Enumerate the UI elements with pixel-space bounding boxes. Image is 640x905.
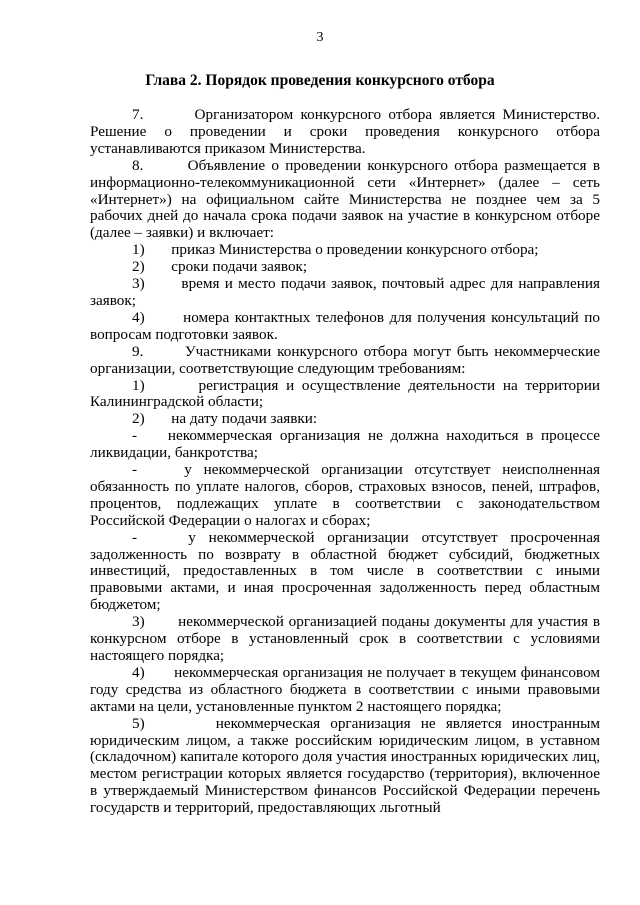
list-item-8-1: 1) приказ Министерства о проведении конкурсного отбора;	[132, 241, 539, 259]
paragraph-8: 8. Объявление о проведении конкурсного отбора размещается в информационно-телекоммуникационной сети «Интернет» (далее – сеть «Интернет») на официальном сайте Министерства не позднее чем за 5 рабочих дней до начала срока подачи заявок на участие в конкурсном отборе (далее – заявки) и включает:	[90, 156, 600, 242]
list-item-9-2: 2) на дату подачи заявки:	[132, 410, 318, 428]
list-item-8-2: 2) сроки подачи заявок;	[132, 258, 308, 276]
dash-item-taxes: - у некоммерческой организации отсутствует неисполненная обязанность по уплате налогов, сборов, страховых взносов, пеней, штрафов, процентов, подлежащих уплате в соответствии с законодательством Российской Федерации о налогах и сборах;	[90, 461, 600, 529]
list-item-8-4: 4) номера контактных телефонов для получения консультаций по вопросам подготовки заявок.	[90, 308, 600, 343]
document-body	[90, 107, 600, 817]
paragraph-9: 9. Участниками конкурсного отбора могут быть некоммерческие организации, соответствующие следующим требованиям:	[90, 342, 600, 377]
list-item-9-1: 1) регистрация и осуществление деятельности на территории Калининградской области;	[90, 376, 600, 411]
page-number: 3	[316, 30, 324, 45]
list-item-9-3: 3) некоммерческой организацией поданы документы для участия в конкурсном отборе в установленный срок в соответствии с условиями настоящего порядка;	[90, 613, 600, 664]
list-item-9-5: 5) некоммерческая организация не является иностранным юридическим лицом, а также российским юридическим лицом, в уставном (складочном) капитале которого доля участия иностранных юридических лиц, местом регистрации которых является государство (территория), включенное в утверждаемый Министерством финансов Российской Федерации перечень государств и территорий, предоставляющих льготный	[90, 714, 600, 817]
paragraph-7: 7. Организатором конкурсного отбора является Министерство. Решение о проведении и сроки проведения конкурсного отбора устанавливаются приказом Министерства.	[90, 106, 600, 157]
list-item-9-4: 4) некоммерческая организация не получает в текущем финансовом году средства из областного бюджета в соответствии с иными правовыми актами на цели, установленные пунктом 2 настоящего порядка;	[90, 663, 600, 715]
chapter-title: Глава 2. Порядок проведения конкурсного отбора	[145, 72, 495, 89]
list-item-8-3: 3) время и место подачи заявок, почтовый адрес для направления заявок;	[90, 275, 600, 309]
dash-item-liquidation: - некоммерческая организация не должна находиться в процессе ликвидации, банкротства;	[90, 427, 600, 462]
dash-item-debt: - у некоммерческой организации отсутствует просроченная задолженность по возврату в областной бюджет субсидий, бюджетных инвестиций, предоставленных в том числе в соответствии с иными правовыми актами, и иная просроченная задолженность перед областным бюджетом;	[90, 528, 600, 614]
